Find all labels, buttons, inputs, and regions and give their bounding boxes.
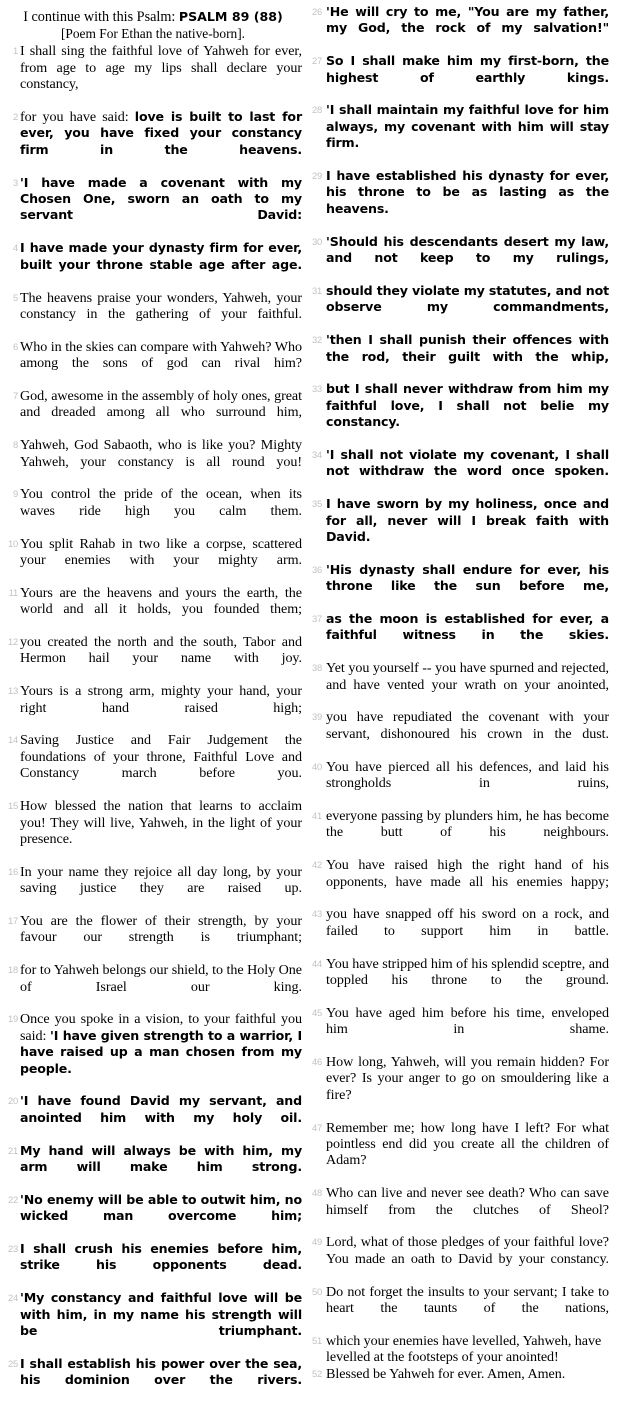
verse-text: You control the pride of the ocean, when its waves ride high you calm them. [20,486,302,519]
verse-36 [305,562,609,611]
verse-text: God, awesome in the assembly of holy ones, great and dreaded among all who surround him, [20,387,302,421]
verse-text: but I shall never withdraw from him my faithful love, I shall not belie my constancy. [326,381,609,430]
verse-text: Who in the skies can compare with Yahweh? Who among the sons of god can rival him? [20,338,302,372]
verse-number: 50 [311,1285,322,1297]
verse-7 [0,388,302,437]
verse-number: 8 [12,439,18,451]
verse-number: 13 [7,685,18,697]
verse-text: Yet you yourself -- you have spurned and rejected, and have vented your wrath on your anointed, [326,660,609,693]
verse-text: 'No enemy will be able to outwit him, no wicked man overcome him; [20,1191,302,1224]
verse-text: 'I shall maintain my faithful love for him always, my covenant with him will stay firm. [326,102,609,151]
verse-number: 43 [311,908,322,920]
verse-text: You have pierced all his defences, and laid his strongholds in ruins, [326,758,609,792]
verse-number: 24 [7,1292,18,1304]
verse-11 [0,585,302,634]
verse-text: for to Yahweh belongs our shield, to the Holy One of Israel our king. [20,962,302,995]
verse-number: 35 [311,498,322,510]
verse-9 [0,486,302,535]
verse-4 [0,240,302,289]
verse-text: How long, Yahweh, will you remain hidden? For ever? Is your anger to go on smouldering like a fire? [326,1054,609,1103]
verse-text: Do not forget the insults to your servant; I take to heart the taunts of the nations, [326,1283,609,1317]
verse-number: 5 [12,291,18,303]
verse-number: 27 [311,55,322,67]
verse-number: 12 [7,636,18,648]
verse-32 [305,332,609,381]
verse-number: 34 [311,448,322,460]
verse-49 [305,1234,609,1283]
verse-15 [0,798,302,864]
verse-text: I shall establish his power over the sea, his dominion over the rivers. [20,1355,302,1388]
verse-45 [305,1005,609,1054]
verse-2 [0,109,302,175]
verse-text: as the moon is established for ever, a faithful witness in the skies. [326,611,609,643]
verse-number: 38 [311,662,322,674]
verse-number: 2 [12,111,18,123]
verse-text [20,109,302,175]
verse-52 [305,1366,609,1382]
verse-25 [0,1356,302,1405]
verse-number: 4 [12,242,18,254]
verse-text: Who can live and never see death? Who can save himself from the clutches of Sheol? [326,1185,609,1218]
verse-number: 29 [311,170,322,182]
psalm-reference: PSALM 89 (88) [178,9,283,24]
verse-text: 'I have found David my servant, and anointed him with my holy oil. [20,1093,302,1125]
verse-44 [305,956,609,1005]
verse-3 [0,175,302,241]
verse-text: I have established his dynasty for ever, his throne to be as lasting as the heavens. [326,168,609,216]
psalm-subtitle: [Poem For Ethan the native-born]. [60,26,246,41]
verse-number: 30 [311,235,322,247]
verse-number: 21 [7,1144,18,1156]
verse-number: 1 [12,45,18,57]
verse-number: 7 [12,389,18,401]
verse-text: Yahweh, God Sabaoth, who is like you? Mighty Yahweh, your constancy is all round you! [20,437,302,470]
verse-text [20,1011,302,1093]
verse-text: 'My constancy and faithful love will be with him, in my name his strength will be triumphant. [20,1290,302,1339]
verse-number: 47 [311,1121,322,1133]
verse-number: 49 [311,1236,322,1248]
verse-text: You split Rahab in two like a corpse, scattered your enemies with your mighty arm. [20,535,302,568]
verse-number: 18 [7,964,18,976]
verse-text: How blessed the nation that learns to acclaim you! They will live, Yahweh, in the light of your presence. [20,798,302,847]
verse-number: 28 [311,104,322,116]
verse-13 [0,683,302,732]
verse-number: 32 [311,334,322,346]
verse-34 [305,447,609,496]
verse-22 [0,1192,302,1241]
verse-text: My hand will always be with him, my arm will make him strong. [20,1142,302,1175]
verse-19 [0,1011,302,1093]
verse-text: Remember me; how long have I left? For what pointless end did you create all the children of Adam? [326,1119,609,1169]
verse-18 [0,962,302,1011]
verse-text: you have snapped off his sword on a rock, and failed to support him in battle. [326,906,609,939]
verse-text: 'I shall not violate my covenant, I shall not withdraw the word once spoken. [326,446,609,479]
verse-quoted-text: 'I have given strength to a warrior, I have raised up a man chosen from my people. [20,1027,302,1076]
verse-number: 23 [7,1243,18,1255]
verse-text: Yours are the heavens and yours the earth, the world and all it holds, you founded them; [20,584,302,618]
verse-50 [305,1284,609,1333]
verse-text: You have stripped him of his splendid sceptre, and toppled his throne to the ground. [326,955,609,988]
verse-number: 41 [311,809,322,821]
verse-1 [0,43,302,109]
verse-number: 52 [311,1367,322,1379]
verse-14 [0,732,302,798]
verse-number: 36 [311,563,322,575]
verse-37 [305,611,609,660]
verse-text: you have repudiated the covenant with your servant, dishonoured his crown in the dust. [326,709,609,742]
verse-text: In your name they rejoice all day long, by your saving justice they are raised up. [20,863,302,897]
verse-number: 16 [7,865,18,877]
verse-number: 19 [7,1013,18,1025]
verse-text: So I shall make him my first-born, the highest of earthly kings. [326,53,609,85]
verse-number: 25 [7,1357,18,1369]
verse-number: 9 [12,488,18,500]
verse-12 [0,634,302,683]
verse-30 [305,234,609,283]
verse-number: 6 [12,340,18,352]
page-title [0,8,302,26]
verse-41 [305,808,609,857]
verse-46 [305,1054,609,1120]
left-column [0,0,306,1388]
left-verse-list [0,43,302,1405]
verse-number: 17 [7,914,18,926]
verse-40 [305,759,609,808]
verse-42 [305,857,609,906]
verse-number: 33 [311,383,322,395]
verse-number: 48 [311,1187,322,1199]
verse-48 [305,1185,609,1234]
verse-27 [305,53,609,102]
verse-lead-in: for you have said: [20,109,135,126]
verse-51 [305,1333,609,1366]
verse-29 [305,168,609,234]
verse-text: I have made your dynasty firm for ever, built your throne stable age after age. [20,240,302,272]
verse-number: 26 [311,6,322,17]
verse-text: I shall sing the faithful love of Yahweh for ever, from age to age my lips shall declare your constancy, [20,43,302,93]
verse-text: Yours is a strong arm, mighty your hand, your right hand raised high; [20,683,302,716]
verse-text: You have raised high the right hand of his opponents, have made all his enemies happy; [326,857,609,890]
verse-number: 37 [311,613,322,625]
verse-28 [305,102,609,168]
verse-text: You are the flower of their strength, by your favour our strength is triumphant; [20,912,302,946]
verse-text: which your enemies have levelled, Yahweh, have levelled at the footsteps of your anointed! [326,1332,602,1366]
verse-text: 'His dynasty shall endure for ever, his throne like the sun before me, [326,561,609,594]
verse-number: 10 [7,537,18,549]
verse-text: everyone passing by plunders him, he has become the butt of his neighbours. [326,807,609,841]
verse-24 [0,1290,302,1356]
right-verse-list [305,4,609,1382]
verse-number: 15 [7,800,18,812]
verse-33 [305,381,609,447]
verse-text: You have aged him before his time, enveloped him in shame. [326,1004,609,1038]
verse-text: I have sworn by my holiness, once and for all, never will I break faith with David. [326,496,609,544]
verse-number: 39 [311,711,322,723]
verse-number: 44 [311,957,322,969]
verse-35 [305,496,609,562]
verse-5 [0,290,302,339]
verse-text: you created the north and the south, Tabor and Hermon hail your name with joy. [20,634,302,667]
verse-number: 31 [311,284,322,296]
verse-number: 40 [311,760,322,772]
verse-text: 'Should his descendants desert my law, and not keep to my rulings, [326,233,609,266]
verse-10 [0,536,302,585]
verse-21 [0,1143,302,1192]
verse-text: Saving Justice and Fair Judgement the foundations of your throne, Faithful Love and Constancy march before you. [20,732,302,782]
verse-number: 11 [8,586,18,598]
verse-38 [305,660,609,709]
verse-text: The heavens praise your wonders, Yahweh, your constancy in the gathering of your faithful. [20,289,302,322]
verse-6 [0,339,302,388]
right-column [305,0,611,1382]
verse-number: 22 [7,1193,18,1205]
intro-text: I continue with this Psalm: [23,9,179,25]
verse-20 [0,1093,302,1142]
verse-text: Blessed be Yahweh for ever. Amen, Amen. [326,1365,566,1382]
verse-number: 42 [311,859,322,871]
verse-lead-in: Once you spoke in a vision, to your faithful you said: [20,1011,302,1044]
verse-23 [0,1241,302,1290]
verse-number: 45 [311,1006,322,1018]
verse-39 [305,709,609,758]
verse-number: 3 [12,176,18,188]
verse-number: 14 [7,734,18,746]
verse-text: Lord, what of those pledges of your faithful love? You made an oath to David by your constancy. [326,1234,609,1267]
verse-text: should they violate my statutes, and not observe my commandments, [326,282,609,315]
verse-quoted-text: love is built to last for ever, you have fixed your constancy firm in the heavens. [20,109,302,157]
verse-text: 'I have made a covenant with my Chosen One, sworn an oath to my servant David: [20,174,302,223]
verse-8 [0,437,302,486]
verse-text: 'then I shall punish their offences with the rod, their guilt with the whip, [326,332,609,364]
verse-number: 46 [311,1056,322,1067]
verse-number: 20 [7,1095,18,1107]
verse-47 [305,1120,609,1186]
verse-17 [0,913,302,962]
verse-31 [305,283,609,332]
verse-text: 'He will cry to me, "You are my father, my God, the rock of my salvation!" [326,4,609,36]
verse-43 [305,906,609,955]
verse-26 [305,4,609,53]
verse-text: I shall crush his enemies before him, strike his opponents dead. [20,1241,302,1273]
verse-number: 51 [311,1334,322,1346]
